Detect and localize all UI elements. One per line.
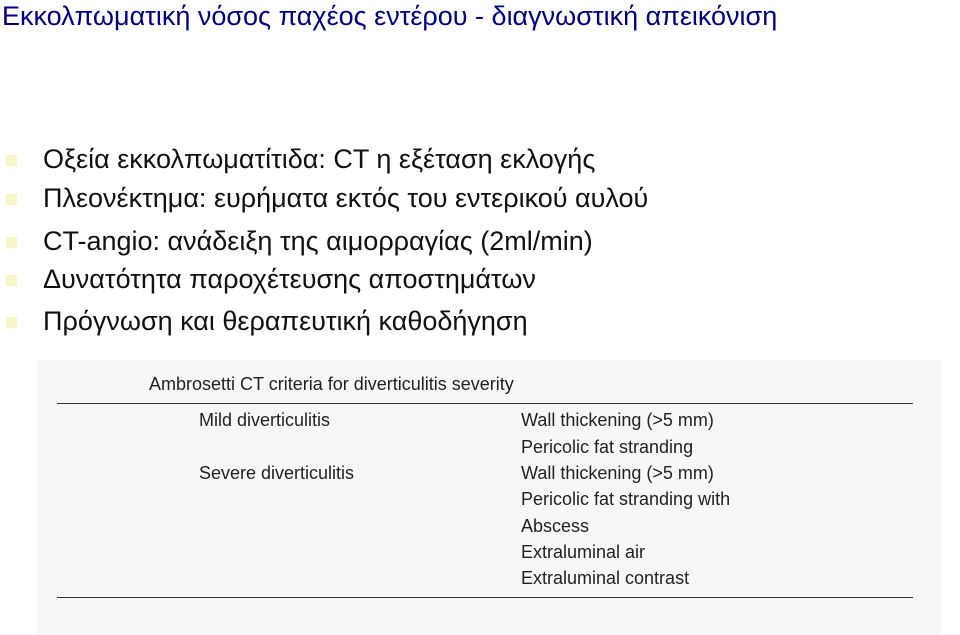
severe-finding: Extraluminal air [521,542,646,562]
square-bullet-icon [6,194,17,205]
ambrosetti-criteria-table [37,360,942,635]
mild-finding: Wall thickening (>5 mm) [521,410,714,430]
square-bullet-icon [6,155,17,166]
severe-finding: Pericolic fat stranding with [521,489,731,509]
square-bullet-icon [6,317,17,328]
severe-finding: Wall thickening (>5 mm) [521,463,714,483]
bullet-text: CT-angio: ανάδειξη της αιμορραγίας (2ml/min) [43,226,593,256]
slide-title: Εκκολπωματική νόσος παχέος εντέρου - διαγνωστική απεικόνιση [2,1,778,31]
square-bullet-icon [6,275,17,286]
table-bottom-rule [57,597,913,598]
table-caption: Ambrosetti CT criteria for diverticulitis severity [149,374,514,394]
table-top-rule [57,403,913,404]
mild-diverticulitis-label: Mild diverticulitis [199,410,331,430]
mild-finding: Pericolic fat stranding [521,437,694,457]
severe-finding: Abscess [521,516,590,536]
severe-diverticulitis-label: Severe diverticulitis [199,463,355,483]
square-bullet-icon [6,237,17,248]
severe-finding: Extraluminal contrast [521,568,690,588]
bullet-text: Δυνατότητα παροχέτευσης αποστημάτων [43,264,536,294]
bullet-text: Πρόγνωση και θεραπευτική καθοδήγηση [43,306,528,336]
bullet-text: Οξεία εκκολπωματίτιδα: CT η εξέταση εκλογής [43,144,596,174]
bullet-text: Πλεονέκτημα: ευρήματα εκτός του εντερικού αυλού [43,183,649,213]
